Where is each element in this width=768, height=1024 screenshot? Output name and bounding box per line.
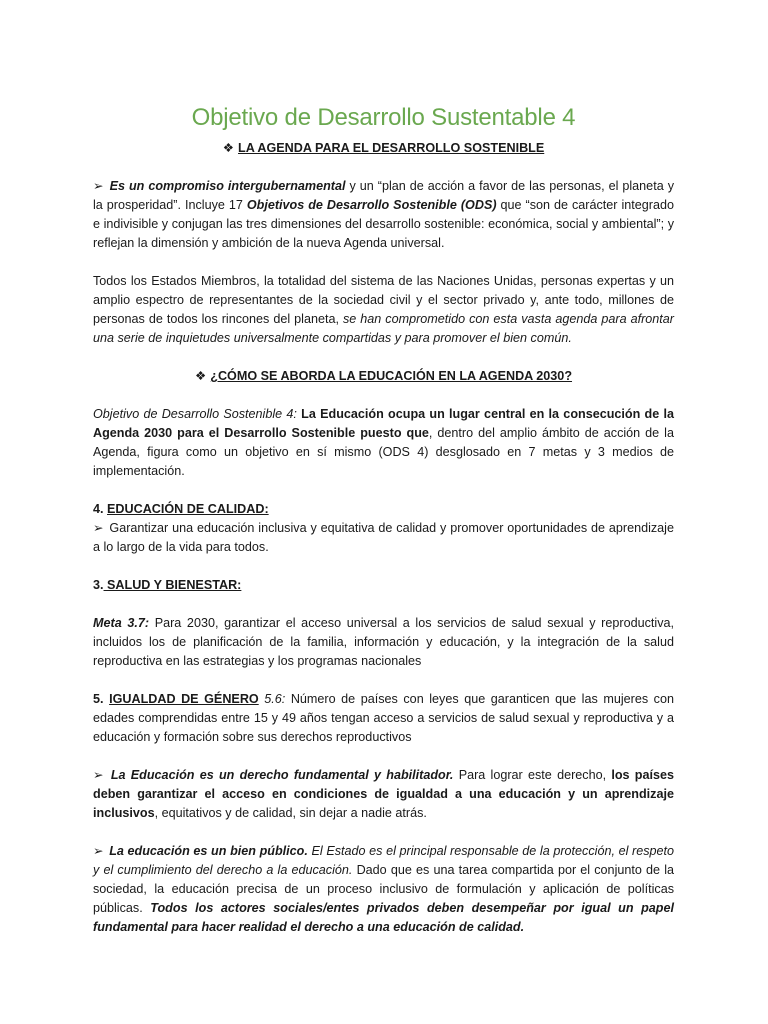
goal-number: 4.: [93, 502, 104, 516]
target-label: 5.6:: [258, 692, 286, 706]
text-span: La educación es un bien público.: [105, 844, 308, 858]
paragraph-bien-publico: [93, 842, 674, 937]
text-span: , equitativos y de calidad, sin dejar a nadie atrás.: [154, 806, 427, 820]
goal-label: EDUCACIÓN DE CALIDAD:: [107, 502, 269, 516]
goal-label: IGUALDAD DE GÉNERO: [109, 692, 259, 706]
goal-4-heading: [93, 500, 674, 519]
text-span: Número de países con leyes que garanticen que las mujeres con edades comprendidas entre 15 y 49 años tengan acceso a servicios de salud sexual y reproductiva y a educación y formación sobre sus derechos reproductivos: [93, 692, 674, 744]
text-span: Para 2030, garantizar el acceso universal a los servicios de salud sexual y reproductiva, incluidos los de planificación de la familia, información y educación, y la integración de la salud reproductiva en las estrategias y los programas nacionales: [93, 616, 674, 668]
goal-3-heading: [93, 576, 674, 595]
text-span: Garantizar una educación inclusiva y equitativa de calidad y promover oportunidades de aprendizaje a lo largo de la vida para todos.: [93, 521, 674, 554]
diamond-bullet-icon: ❖: [194, 369, 207, 383]
text-span: y un “plan de acción a favor de las personas, el planeta y la prosperidad”. Incluye 17: [93, 179, 674, 212]
goal-number: 3.: [93, 578, 104, 592]
arrow-bullet-icon: ➢: [93, 179, 104, 193]
paragraph-estados-miembros: [93, 272, 674, 348]
section-heading-agenda: [93, 139, 674, 158]
meta-label: Meta 3.7:: [93, 616, 150, 630]
text-span: Para lograr este derecho,: [453, 768, 612, 782]
goal-number: 5.: [93, 692, 104, 706]
text-span: Dado que es una tarea compartida por el conjunto de la sociedad, la educación precisa de un proceso inclusivo de formulación y aplicación de políticas públicas.: [93, 863, 674, 915]
text-span: El Estado es el principal responsable de la protección, el respeto y el cumplimiento del derecho a la educación.: [93, 844, 675, 877]
section-heading-educacion: [93, 367, 674, 386]
text-span: se han comprometido con esta vasta agenda para afrontar una serie de inquietudes universalmente compartidas y para promover el bien común.: [93, 312, 674, 345]
text-span: que “son de carácter integrado e indivisible y conjugan las tres dimensiones del desarrollo sostenible: económica, social y ambiental”; y reflejan la dimensión y ambición de la nueva Agenda universal.: [93, 198, 674, 250]
text-span: Es un compromiso intergubernamental: [109, 179, 346, 193]
text-span: La Educación ocupa un lugar central en la consecución de la Agenda 2030 para el Desarrollo Sostenible puesto que: [93, 407, 674, 440]
arrow-bullet-icon: ➢: [93, 521, 104, 535]
heading-text: ¿CÓMO SE ABORDA LA EDUCACIÓN EN LA AGENDA 2030?: [210, 369, 573, 383]
paragraph-meta-3-7: [93, 614, 674, 671]
text-span: , dentro del amplio ámbito de acción de la Agenda, figura como un objetivo en sí mismo (ODS 4) desglosado en 7 metas y 3 medios de implementación.: [93, 426, 674, 478]
paragraph-derecho: [93, 766, 674, 823]
text-span: Objetivo de Desarrollo Sostenible 4:: [93, 407, 297, 421]
paragraph-ods4: [93, 405, 674, 481]
goal-label: SALUD Y BIENESTAR:: [103, 578, 242, 592]
diamond-bullet-icon: ❖: [222, 141, 235, 155]
document-title: Objetivo de Desarrollo Sustentable 4: [191, 104, 576, 131]
paragraph-compromiso: [93, 177, 674, 253]
paragraph-goal-5: [93, 690, 674, 747]
text-span: Objetivos de Desarrollo Sostenible (ODS): [246, 198, 497, 212]
text-span: los países deben garantizar el acceso en condiciones de igualdad a una educación y un aprendizaje inclusivos: [93, 768, 675, 820]
text-span: Todos los Estados Miembros, la totalidad del sistema de las Naciones Unidas, personas expertas y un amplio espectro de representantes de la sociedad civil y el sector privado y, ante todo, millones de personas de todos los rincones del planeta,: [93, 274, 674, 326]
goal-4-text: [93, 519, 674, 557]
heading-text: LA AGENDA PARA EL DESARROLLO SOSTENIBLE: [238, 141, 545, 155]
text-span: Todos los actores sociales/entes privados deben desempeñar por igual un papel fundamental para hacer realidad el derecho a una educación de calidad.: [93, 901, 674, 934]
arrow-bullet-icon: ➢: [93, 768, 104, 782]
text-span: La Educación es un derecho fundamental y habilitador.: [105, 768, 454, 782]
arrow-bullet-icon: ➢: [93, 844, 104, 858]
